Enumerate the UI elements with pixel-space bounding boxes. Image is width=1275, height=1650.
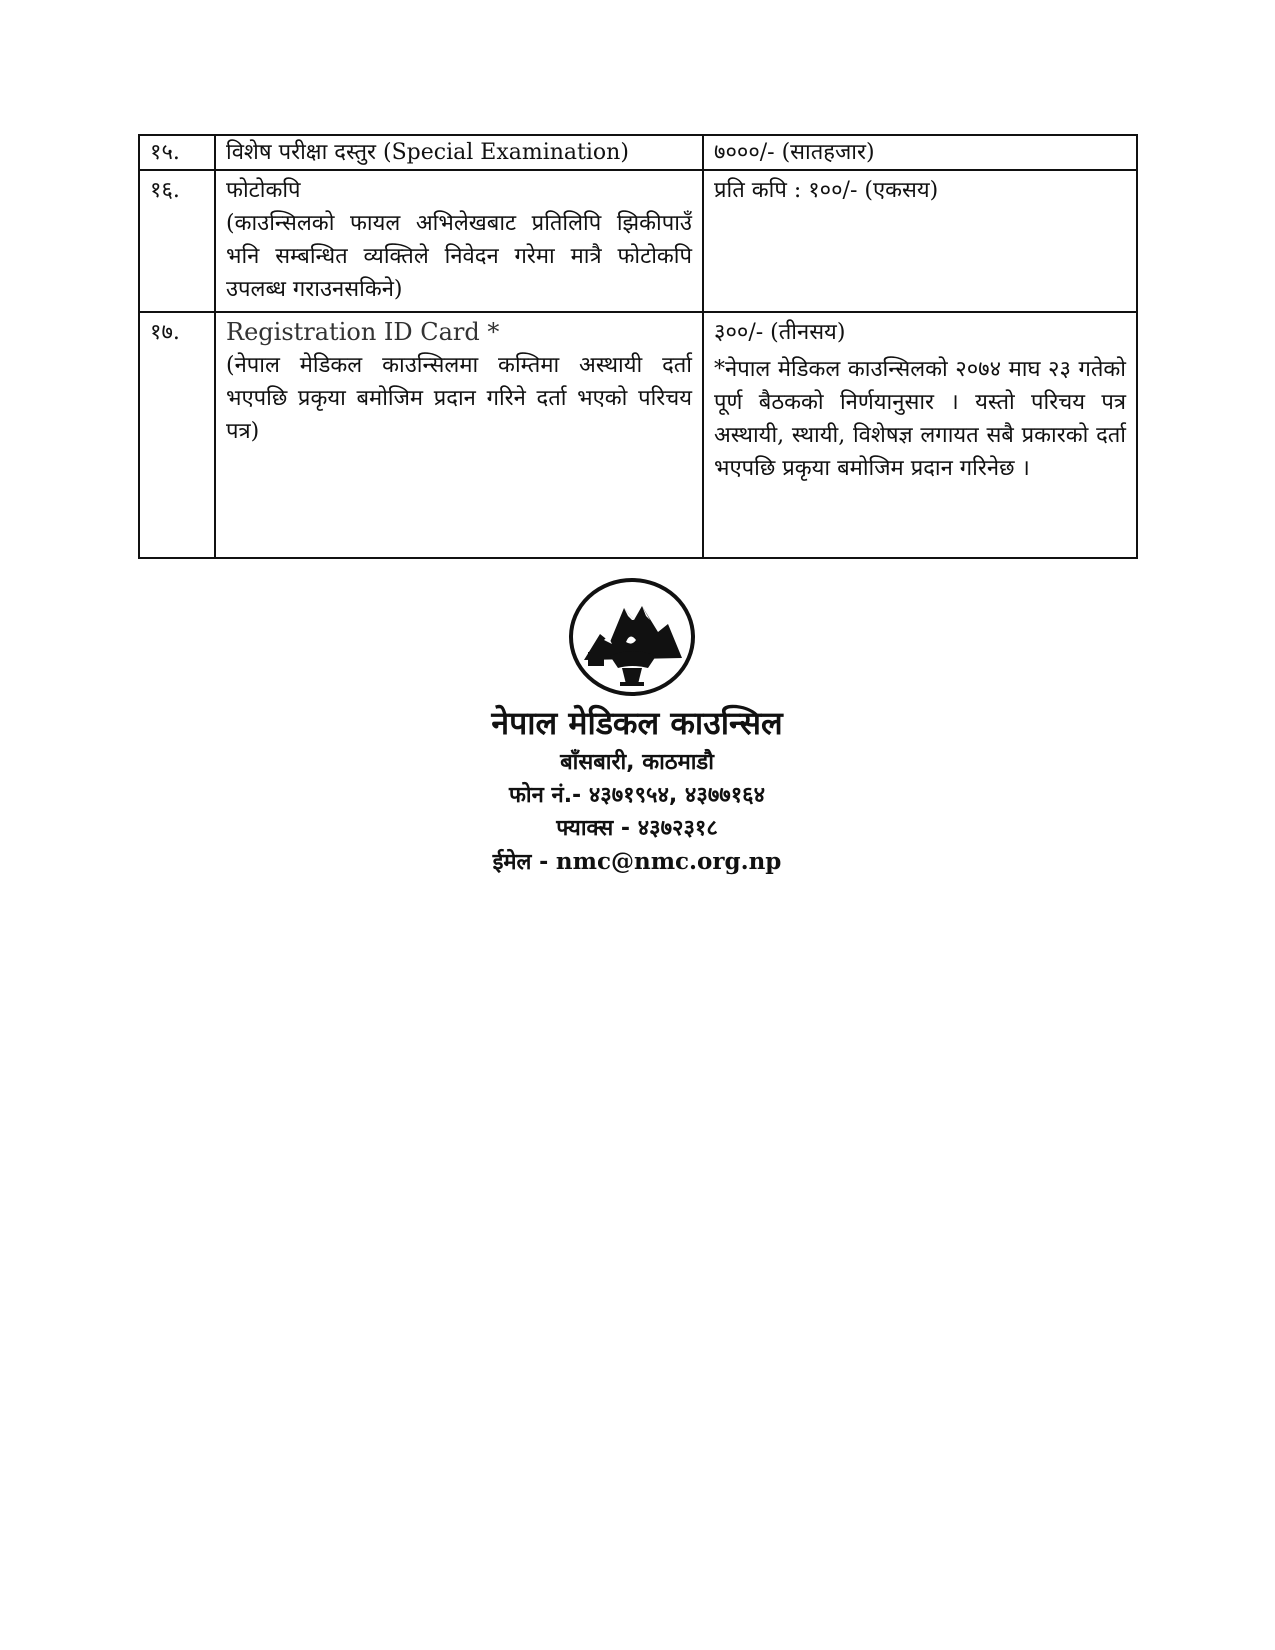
description-detail: (काउन्सिलको फायल अभिलेखबाट प्रतिलिपि झिकीपाउँ भनि सम्बन्धित व्यक्तिले निवेदन गरेमा मात्रै फोटोकपि उपलब्ध गराउनसकिने) bbox=[226, 211, 692, 302]
table-row bbox=[139, 135, 1137, 170]
serial-number-cell: १५. bbox=[139, 135, 215, 170]
description-cell bbox=[215, 135, 703, 170]
fee-cell bbox=[703, 135, 1137, 170]
organization-name: नेपाल मेडिकल काउन्सिल bbox=[491, 704, 783, 742]
email-label: ईमेल - bbox=[492, 850, 556, 875]
address: बाँसबारी, काठमाडौ bbox=[560, 750, 714, 775]
serial-number-cell: १६. bbox=[139, 170, 215, 312]
phone-number: फोन नं.- ४३७१९५४, ४३७७१६४ bbox=[508, 783, 766, 808]
mountain-emblem-icon bbox=[566, 576, 698, 698]
description-title: फोटोकपि bbox=[226, 178, 301, 203]
description-cell bbox=[215, 312, 703, 558]
fax-number: फ्याक्स - ४३७२३१८ bbox=[556, 816, 718, 841]
fee-cell bbox=[703, 170, 1137, 312]
email-line bbox=[337, 845, 937, 879]
table-row bbox=[139, 170, 1137, 312]
fee-amount: प्रति कपि : १००/- (एकसय) bbox=[714, 178, 939, 203]
serial-number-cell: १७. bbox=[139, 312, 215, 558]
email-address[interactable]: nmc@nmc.org.np bbox=[555, 848, 782, 875]
fee-amount: ३००/- (तीनसय) bbox=[714, 320, 846, 345]
description-cell bbox=[215, 170, 703, 312]
fee-table bbox=[138, 134, 1138, 559]
description-title: विशेष परीक्षा दस्तुर (Special Examination) bbox=[226, 140, 629, 165]
description-detail: (नेपाल मेडिकल काउन्सिलमा कम्तिमा अस्थायी दर्ता भएपछि प्रकृया बमोजिम प्रदान गरिने दर्ता भएको परिचय पत्र) bbox=[226, 353, 692, 444]
description-title: Registration ID Card * bbox=[226, 318, 500, 346]
table-row bbox=[139, 312, 1137, 558]
fee-cell bbox=[703, 312, 1137, 558]
fee-amount: ७०००/- (सातहजार) bbox=[714, 140, 875, 165]
fee-note: *नेपाल मेडिकल काउन्सिलको २०७४ माघ २३ गतेको पूर्ण बैठकको निर्णयानुसार । यस्तो परिचय पत्र अस्थायी, स्थायी, विशेषज्ञ लगायत सबै प्रकारको दर्ता भएपछि प्रकृया बमोजिम प्रदान गरिनेछ । bbox=[714, 357, 1126, 481]
footer bbox=[337, 700, 937, 879]
